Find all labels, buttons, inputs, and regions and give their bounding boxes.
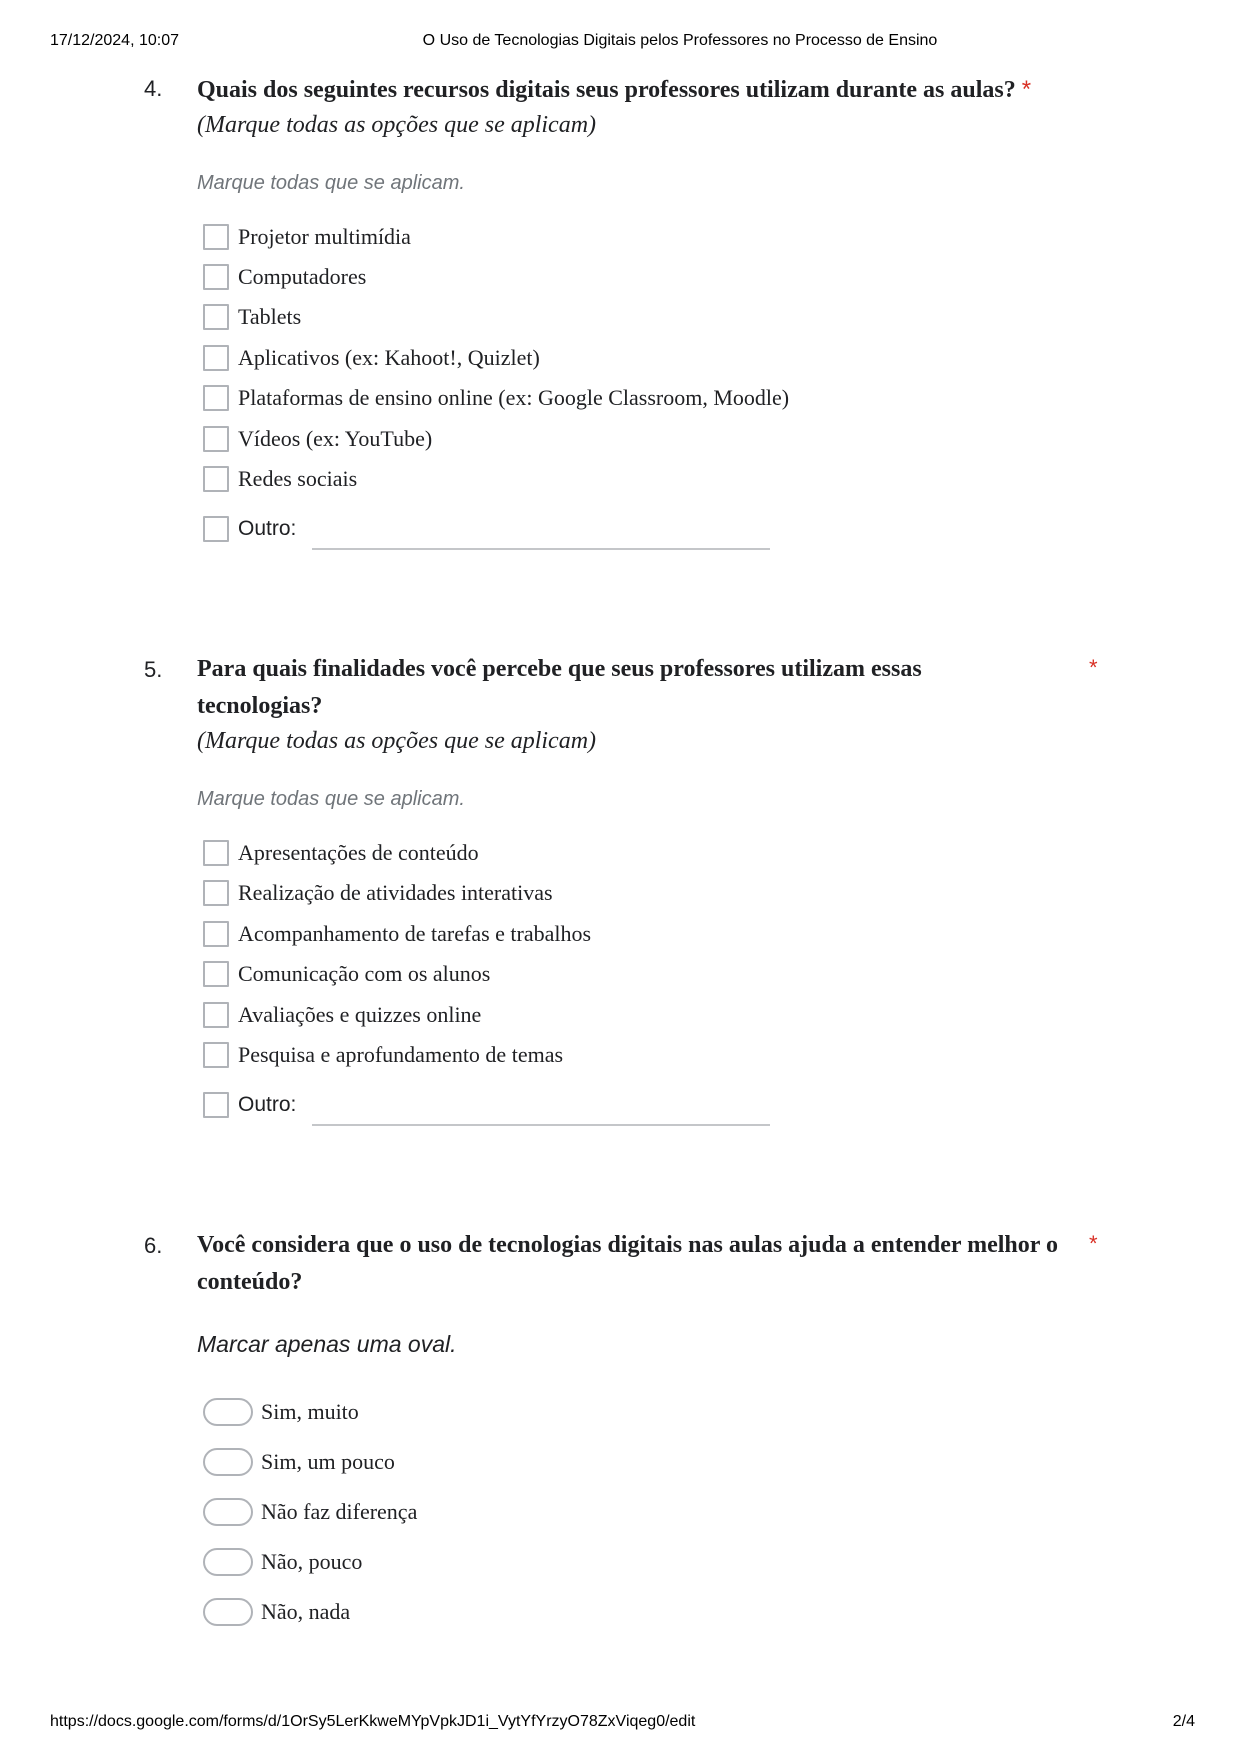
checkbox-icon[interactable] xyxy=(203,1042,229,1068)
option-label: Não, pouco xyxy=(261,1549,363,1574)
checkbox-icon[interactable] xyxy=(203,961,229,987)
checkbox-option[interactable] xyxy=(203,302,301,332)
option-label: Pesquisa e aprofundamento de temas xyxy=(238,1042,564,1067)
checkbox-option[interactable] xyxy=(203,424,432,454)
document-title: O Uso de Tecnologias Digitais pelos Professores no Processo de Ensino xyxy=(422,32,938,49)
option-label: Apresentações de conteúdo xyxy=(238,840,479,865)
option-label: Sim, muito xyxy=(261,1399,359,1424)
question-title: Para quais finalidades você percebe que seus professores utilizam essas tecnologias? xyxy=(197,656,922,719)
checkbox-icon[interactable] xyxy=(203,466,229,492)
question-subtitle: (Marque todas as opções que se aplicam) xyxy=(197,112,597,138)
checkbox-icon[interactable] xyxy=(203,426,229,452)
option-label: Não, nada xyxy=(261,1599,351,1624)
option-label: Realização de atividades interativas xyxy=(238,880,553,905)
required-asterisk: * xyxy=(1089,655,1098,680)
other-text-input[interactable] xyxy=(312,1124,770,1126)
checkbox-option[interactable] xyxy=(203,343,540,373)
checkbox-icon[interactable] xyxy=(203,345,229,371)
checkbox-option-other[interactable] xyxy=(203,514,770,544)
question-subtitle: (Marque todas as opções que se aplicam) xyxy=(197,728,597,754)
checkbox-option[interactable] xyxy=(203,1000,481,1030)
checkbox-option[interactable] xyxy=(203,1040,563,1070)
checkbox-icon[interactable] xyxy=(203,224,229,250)
option-label: Tablets xyxy=(238,304,302,329)
required-asterisk: * xyxy=(1021,76,1032,103)
option-label: Vídeos (ex: YouTube) xyxy=(238,426,433,451)
option-label: Aplicativos (ex: Kahoot!, Quizlet) xyxy=(238,345,540,370)
checkbox-option-other[interactable] xyxy=(203,1090,770,1120)
checkbox-option[interactable] xyxy=(203,959,490,989)
radio-oval-icon[interactable] xyxy=(203,1448,253,1476)
checkbox-icon[interactable] xyxy=(203,840,229,866)
question-title: Quais dos seguintes recursos digitais seus professores utilizam durante as aulas? * xyxy=(197,76,1032,103)
radio-oval-icon[interactable] xyxy=(203,1398,253,1426)
checkbox-option[interactable] xyxy=(203,262,366,292)
radio-option[interactable] xyxy=(203,1497,417,1527)
radio-option[interactable] xyxy=(203,1597,350,1627)
checkbox-icon[interactable] xyxy=(203,304,229,330)
checkbox-option[interactable] xyxy=(203,919,591,949)
question-number: 4. xyxy=(144,76,163,101)
other-label: Outro: xyxy=(238,1093,297,1116)
question-number: 5. xyxy=(144,657,163,682)
other-label: Outro: xyxy=(238,517,297,540)
checkbox-icon[interactable] xyxy=(203,880,229,906)
page-number: 2/4 xyxy=(1172,1713,1195,1730)
checkbox-icon[interactable] xyxy=(203,921,229,947)
checkbox-icon[interactable] xyxy=(203,516,229,542)
option-label: Projetor multimídia xyxy=(238,224,411,249)
question-hint: Marque todas que se aplicam. xyxy=(197,172,465,194)
page-url: https://docs.google.com/forms/d/1OrSy5LerKkweMYpVpkJD1i_VytYfYrzyO78ZxViqeg0/edit xyxy=(50,1713,696,1730)
option-label: Não faz diferença xyxy=(261,1499,418,1524)
checkbox-option[interactable] xyxy=(203,222,411,252)
required-asterisk: * xyxy=(1089,1231,1098,1256)
checkbox-icon[interactable] xyxy=(203,1092,229,1118)
checkbox-icon[interactable] xyxy=(203,1002,229,1028)
option-label: Comunicação com os alunos xyxy=(238,961,491,986)
option-label: Avaliações e quizzes online xyxy=(238,1002,482,1027)
radio-oval-icon[interactable] xyxy=(203,1548,253,1576)
checkbox-option[interactable] xyxy=(203,878,553,908)
question-title: Você considera que o uso de tecnologias digitais nas aulas ajuda a entender melhor o conteúdo? xyxy=(197,1232,1058,1295)
option-label: Sim, um pouco xyxy=(261,1449,395,1474)
option-label: Acompanhamento de tarefas e trabalhos xyxy=(238,921,592,946)
radio-option[interactable] xyxy=(203,1447,395,1477)
radio-oval-icon[interactable] xyxy=(203,1598,253,1626)
other-text-input[interactable] xyxy=(312,548,770,550)
radio-oval-icon[interactable] xyxy=(203,1498,253,1526)
option-label: Computadores xyxy=(238,264,367,289)
checkbox-option[interactable] xyxy=(203,464,357,494)
option-label: Plataformas de ensino online (ex: Google Classroom, Moodle) xyxy=(238,385,790,410)
checkbox-option[interactable] xyxy=(203,838,479,868)
question-hint: Marcar apenas uma oval. xyxy=(197,1331,457,1357)
radio-option[interactable] xyxy=(203,1547,362,1577)
print-datetime: 17/12/2024, 10:07 xyxy=(50,32,180,49)
question-hint: Marque todas que se aplicam. xyxy=(197,788,465,810)
checkbox-option[interactable] xyxy=(203,383,789,413)
radio-option[interactable] xyxy=(203,1397,359,1427)
checkbox-icon[interactable] xyxy=(203,264,229,290)
question-number: 6. xyxy=(144,1233,163,1258)
checkbox-icon[interactable] xyxy=(203,385,229,411)
option-label: Redes sociais xyxy=(238,466,358,491)
